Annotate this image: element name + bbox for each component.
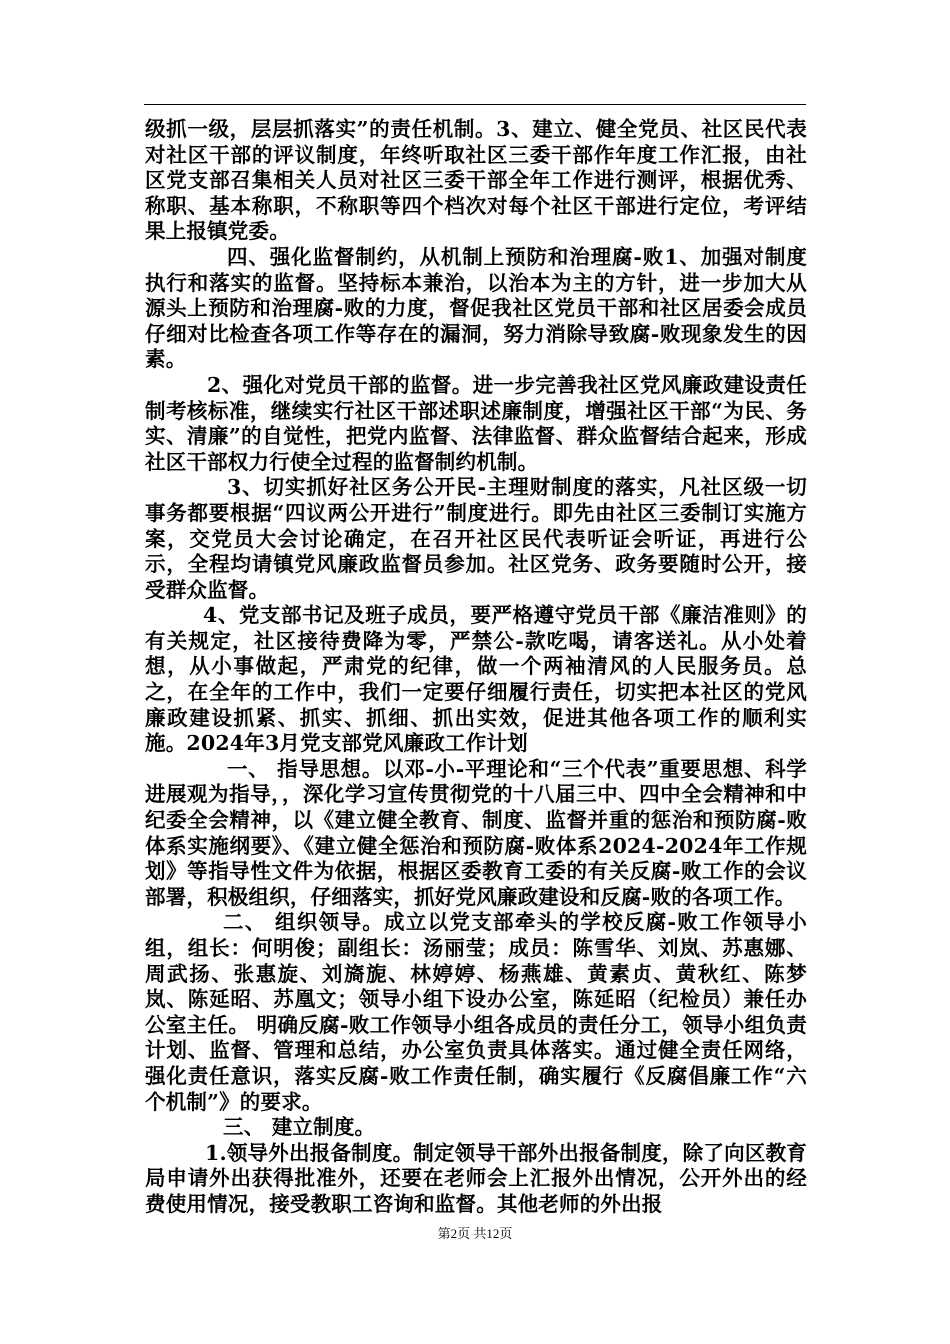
paragraph-7: 二、 组织领导。成立以党支部牵头的学校反腐-败工作领导小组，组长：何明俊；副组长：汤丽莹；成员：陈雪华、刘岚、苏惠娜、周武扬、张惠旋、刘旖旎、林婷婷、杨燕雄、黄素贞、黄秋红、陈梦岚、陈延昭、苏凰文；领导小组下设办公室，陈延昭（纪检员）兼任办公室主任。 明确反腐-败工作领导小组各成员的责任分工，领导小组负责计划、监督、管理和总结，办公室负责具体落实。通过健全责任网络，强化责任意识，落实反腐-败工作责任制，确实履行《反腐倡廉工作“六个机制”》的要求。 xyxy=(145,910,807,1114)
paragraph-8: 三、 建立制度。 xyxy=(223,1115,376,1140)
paragraph-1: 级抓一级，层层抓落实”的责任机制。3、建立、健全党员、社区民代表对社区干部的评议制度，年终听取社区三委干部作年度工作汇报，由社区党支部召集相关人员对社区三委干部全年工作进行测评，根据优秀、称职、基本称职，不称职等四个档次对每个社区干部进行定位，考评结果上报镇党委。 xyxy=(145,117,807,244)
paragraph-4: 3、切实抓好社区务公开民-主理财制度的落实，凡社区级一切事务都要根据“四议两公开进行”制度进行。即先由社区三委制订实施方案，交党员大会讨论确定，在召开社区民代表听证会听证，再进行公示，全程均请镇党风廉政监督员参加。社区党务、政务要随时公开，接受群众监督。 xyxy=(145,475,807,602)
paragraph-5: 4、党支部书记及班子成员，要严格遵守党员干部《廉洁准则》的有关规定，社区接待费降为零，严禁公-款吃喝，请客送礼。从小处着想，从小事做起，严肃党的纪律，做一个两袖清风的人民服务员。总之，在全年的工作中，我们一定要仔细履行责任，切实把本社区的党风廉政建设抓紧、抓实、抓细、抓出实效，促进其他各项工作的顺利实施。2024年3月党支部党风廉政工作计划 xyxy=(145,603,807,756)
document-body xyxy=(145,117,807,1218)
header-rule xyxy=(144,104,806,105)
paragraph-6: 一、 指导思想。以邓-小-平理论和“三个代表”重要思想、科学进展观为指导，，深化学习宣传贯彻党的十八届三中、四中全会精神和中纪委全会精神，以《建立健全教育、制度、监督并重的惩治和预防腐-败体系实施纲要》、《建立健全惩治和预防腐-败体系2024-2024年工作规划》等指导性文件为依据，根据区委教育工委的有关反腐-败工作的会议部署，积极组织，仔细落实，抓好党风廉政建设和反腐-败的各项工作。 xyxy=(145,756,807,909)
page-number: 第2页 共12页 xyxy=(437,1226,513,1241)
paragraph-9: 1.领导外出报备制度。制定领导干部外出报备制度，除了向区教育局申请外出获得批准外，还要在老师会上汇报外出情况，公开外出的经费使用情况，接受教职工咨询和监督。其他老师的外出报 xyxy=(145,1140,807,1216)
paragraph-2: 四、强化监督制约，从机制上预防和治理腐-败1、加强对制度执行和落实的监督。坚持标本兼治，以治本为主的方针，进一步加大从源头上预防和治理腐-败的力度，督促我社区党员干部和社区居委会成员仔细对比检查各项工作等存在的漏洞，努力消除导致腐-败现象发生的因素。 xyxy=(145,244,807,372)
paragraph-3: 2、强化对党员干部的监督。进一步完善我社区党风廉政建设责任制考核标准，继续实行社区干部述职述廉制度，增强社区干部“为民、务实、清廉”的自觉性，把党内监督、法律监督、群众监督结合起来，形成社区干部权力行使全过程的监督制约机制。 xyxy=(145,372,807,474)
